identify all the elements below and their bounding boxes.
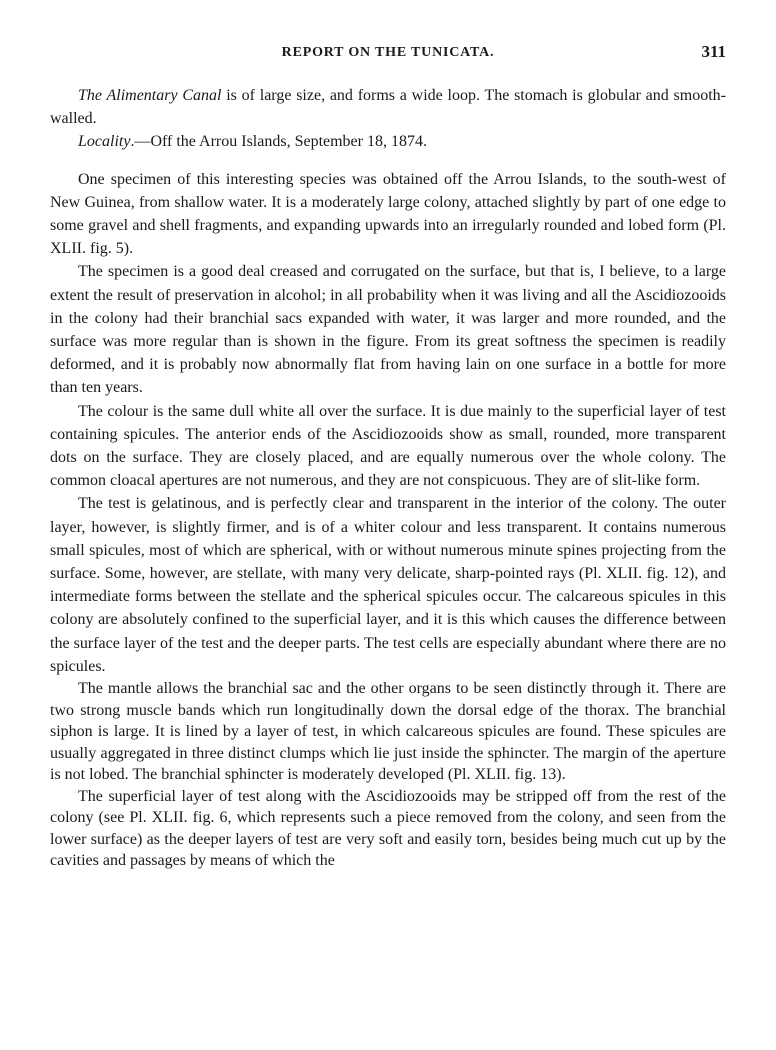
paragraph-mantle: The mantle allows the branchial sac and the other organs to be seen distinctly through it. There are two strong muscle bands which run longitudinally down the dorsal edge of the thorax. The branchial siphon is large. It is lined by a layer of test, in which calcareous spicules are found. These spicules are usually aggregated in three distinct clumps which lie just inside the sphincter. The margin of the aperture is not lobed. The branchial sphincter is moderately developed (Pl. XLII. fig. 13). — [50, 680, 726, 784]
locality-paragraph — [50, 130, 726, 153]
locality-text: .—Off the Arrou Islands, September 18, 1874. — [130, 133, 427, 151]
page-header — [50, 42, 726, 66]
running-head: REPORT ON THE TUNICATA. — [281, 45, 495, 60]
alimentary-canal-text: is of large size, and forms a wide loop. The stomach is globular and smooth-walled. — [50, 87, 726, 128]
paragraph-test: The test is gelatinous, and is perfectly clear and transparent in the interior of the colony. The outer layer, however, is slightly firmer, and is of a whiter colour and less transparent. It contains numerous small spicules, most of which are spherical, with or without numerous minute spines projecting from the surface. Some, however, are stellate, with many very delicate, sharp-pointed rays (Pl. XLII. fig. 12), and intermediate forms between the stellate and the spherical spicules occur. The calcareous spicules in this colony are absolutely confined to the superficial layer, and it is this which causes the difference between the surface layer of the test and the deeper parts. The test cells are especially abundant where there are no spicules. — [50, 495, 726, 675]
paragraph-colour: The colour is the same dull white all over the surface. It is due mainly to the superficial layer of test containing spicules. The anterior ends of the Ascidiozooids show as small, rounded, more transparent dots on the surface. They are closely placed, and are equally numerous over the whole colony. The common cloacal apertures are not numerous, and they are not conspicuous. They are of slit-like form. — [50, 402, 726, 490]
alimentary-canal-paragraph — [50, 84, 726, 130]
paragraph-condition: The specimen is a good deal creased and corrugated on the surface, but that is, I believe, to a large extent the result of preservation in alcohol; in all probability when it was living and all the Ascidiozooids in the colony had their branchial sacs expanded with water, it was larger and more rounded, and the surface was more regular than is shown in the figure. From its great softness the specimen is readily deformed, and it is probably now abnormally flat from having lain on one surface in a bottle for more than ten years. — [50, 263, 726, 397]
page-number: 311 — [701, 42, 726, 61]
paragraph-specimen: One specimen of this interesting species was obtained off the Arrou Islands, to the south-west of New Guinea, from shallow water. It is a moderately large colony, attached slightly by part of one edge to some gravel and shell fragments, and expanding upwards into an irregularly rounded and lobed form (Pl. XLII. fig. 5). — [50, 170, 726, 258]
locality-heading: Locality — [78, 133, 131, 151]
paragraph-superficial-layer: The superficial layer of test along with the Ascidiozooids may be stripped off from the rest of the colony (see Pl. XLII. fig. 6, which represents such a piece removed from the colony, and seen from the lower surface) as the deeper layers of test are very soft and easily torn, besides being much cut up by the cavities and passages by means of which the — [50, 787, 726, 870]
body-text — [50, 84, 726, 872]
alimentary-canal-heading: The Alimentary Canal — [78, 87, 222, 104]
